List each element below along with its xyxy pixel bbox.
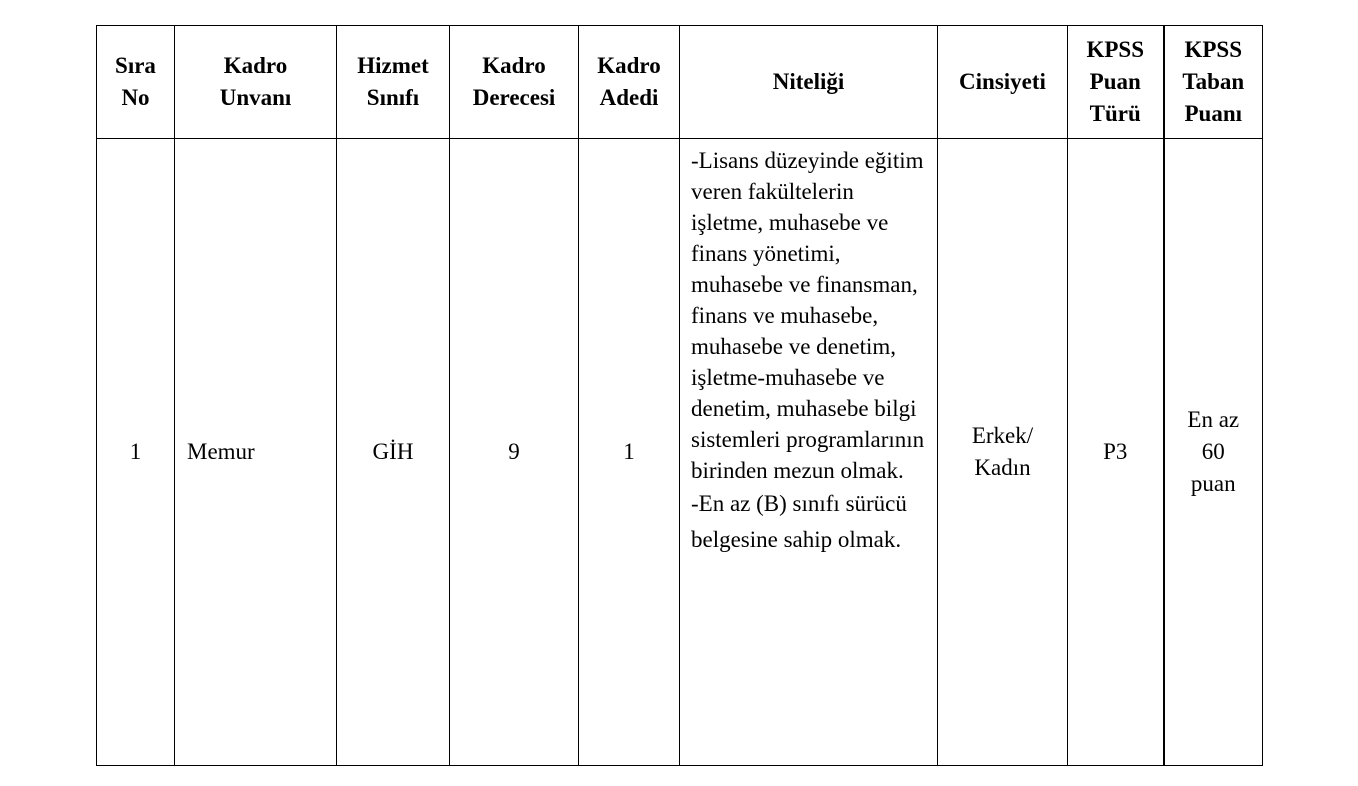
header-hizmet-sinifi bbox=[337, 26, 450, 139]
header-kadro-adedi-line-1: Kadro bbox=[597, 53, 661, 78]
header-kadro-derecesi-line-2: Derecesi bbox=[472, 85, 556, 110]
cell-kadro-derecesi: 9 bbox=[450, 139, 579, 766]
header-kpss-puan-turu bbox=[1068, 26, 1164, 139]
header-kadro-derecesi bbox=[450, 26, 579, 139]
header-kadro-unvani-line-2: Unvanı bbox=[219, 85, 292, 110]
cell-cinsiyeti bbox=[938, 139, 1068, 766]
header-kadro-derecesi-line-1: Kadro bbox=[482, 53, 546, 78]
header-niteligi bbox=[680, 26, 938, 139]
header-row bbox=[97, 26, 1263, 139]
header-kpss-puan-turu-line-1: KPSS bbox=[1086, 37, 1145, 62]
header-hizmet-sinifi-line-1: Hizmet bbox=[357, 53, 429, 78]
header-kadro-unvani-line-1: Kadro bbox=[223, 53, 288, 78]
cell-sira-no: 1 bbox=[97, 139, 175, 766]
cell-kadro-adedi: 1 bbox=[579, 139, 680, 766]
cell-kpss-taban-puani-line-2: 60 bbox=[1201, 439, 1225, 464]
header-kadro-unvani bbox=[175, 26, 337, 139]
header-cinsiyeti bbox=[938, 26, 1068, 139]
table-row bbox=[97, 139, 1263, 766]
header-kpss-taban-puani-line-1: KPSS bbox=[1184, 37, 1243, 62]
header-sira-no-line-2: No bbox=[121, 85, 150, 110]
cell-kadro-unvani: Memur bbox=[175, 139, 337, 766]
table-header bbox=[97, 26, 1263, 139]
table-body bbox=[97, 139, 1263, 766]
header-hizmet-sinifi-line-2: Sınıfı bbox=[366, 85, 420, 110]
header-kpss-puan-turu-line-3: Türü bbox=[1089, 101, 1141, 126]
cell-hizmet-sinifi: GİH bbox=[337, 139, 450, 766]
header-kpss-taban-puani bbox=[1164, 26, 1263, 139]
cell-kpss-taban-puani bbox=[1164, 139, 1263, 766]
header-kpss-puan-turu-line-2: Puan bbox=[1089, 69, 1141, 94]
header-niteligi-line-1: Niteliği bbox=[772, 69, 845, 94]
header-kadro-adedi bbox=[579, 26, 680, 139]
header-kpss-taban-puani-line-2: Taban bbox=[1182, 69, 1245, 94]
header-cinsiyeti-line-1: Cinsiyeti bbox=[959, 69, 1046, 94]
requirement-education: -Lisans düzeyinde eğitim veren fakültelerin işletme, muhasebe ve finans yönetimi, muhasebe ve finansman, finans ve muhasebe, muhasebe ve denetim, işletme-muhasebe ve denetim, muhasebe bilgi sistemleri programlarının birinden mezun olmak. bbox=[691, 148, 925, 483]
header-kpss-taban-puani-line-3: Puanı bbox=[1184, 101, 1243, 126]
cell-kpss-taban-puani-line-1: En az bbox=[1187, 407, 1240, 432]
cell-kpss-taban-puani-line-3: puan bbox=[1190, 471, 1236, 496]
header-kadro-adedi-line-2: Adedi bbox=[599, 85, 659, 110]
header-sira-no bbox=[97, 26, 175, 139]
cell-kpss-puan-turu: P3 bbox=[1068, 139, 1164, 766]
staff-position-table-container bbox=[96, 25, 1263, 766]
header-sira-no-line-1: Sıra bbox=[115, 53, 156, 78]
cell-cinsiyeti-line-1: Erkek/ bbox=[971, 423, 1034, 448]
cell-cinsiyeti-line-2: Kadın bbox=[974, 455, 1031, 480]
cell-niteligi bbox=[680, 139, 938, 766]
requirement-driving-license: -En az (B) sınıfı sürücü belgesine sahip olmak. bbox=[691, 491, 907, 552]
staff-position-table bbox=[96, 25, 1263, 766]
